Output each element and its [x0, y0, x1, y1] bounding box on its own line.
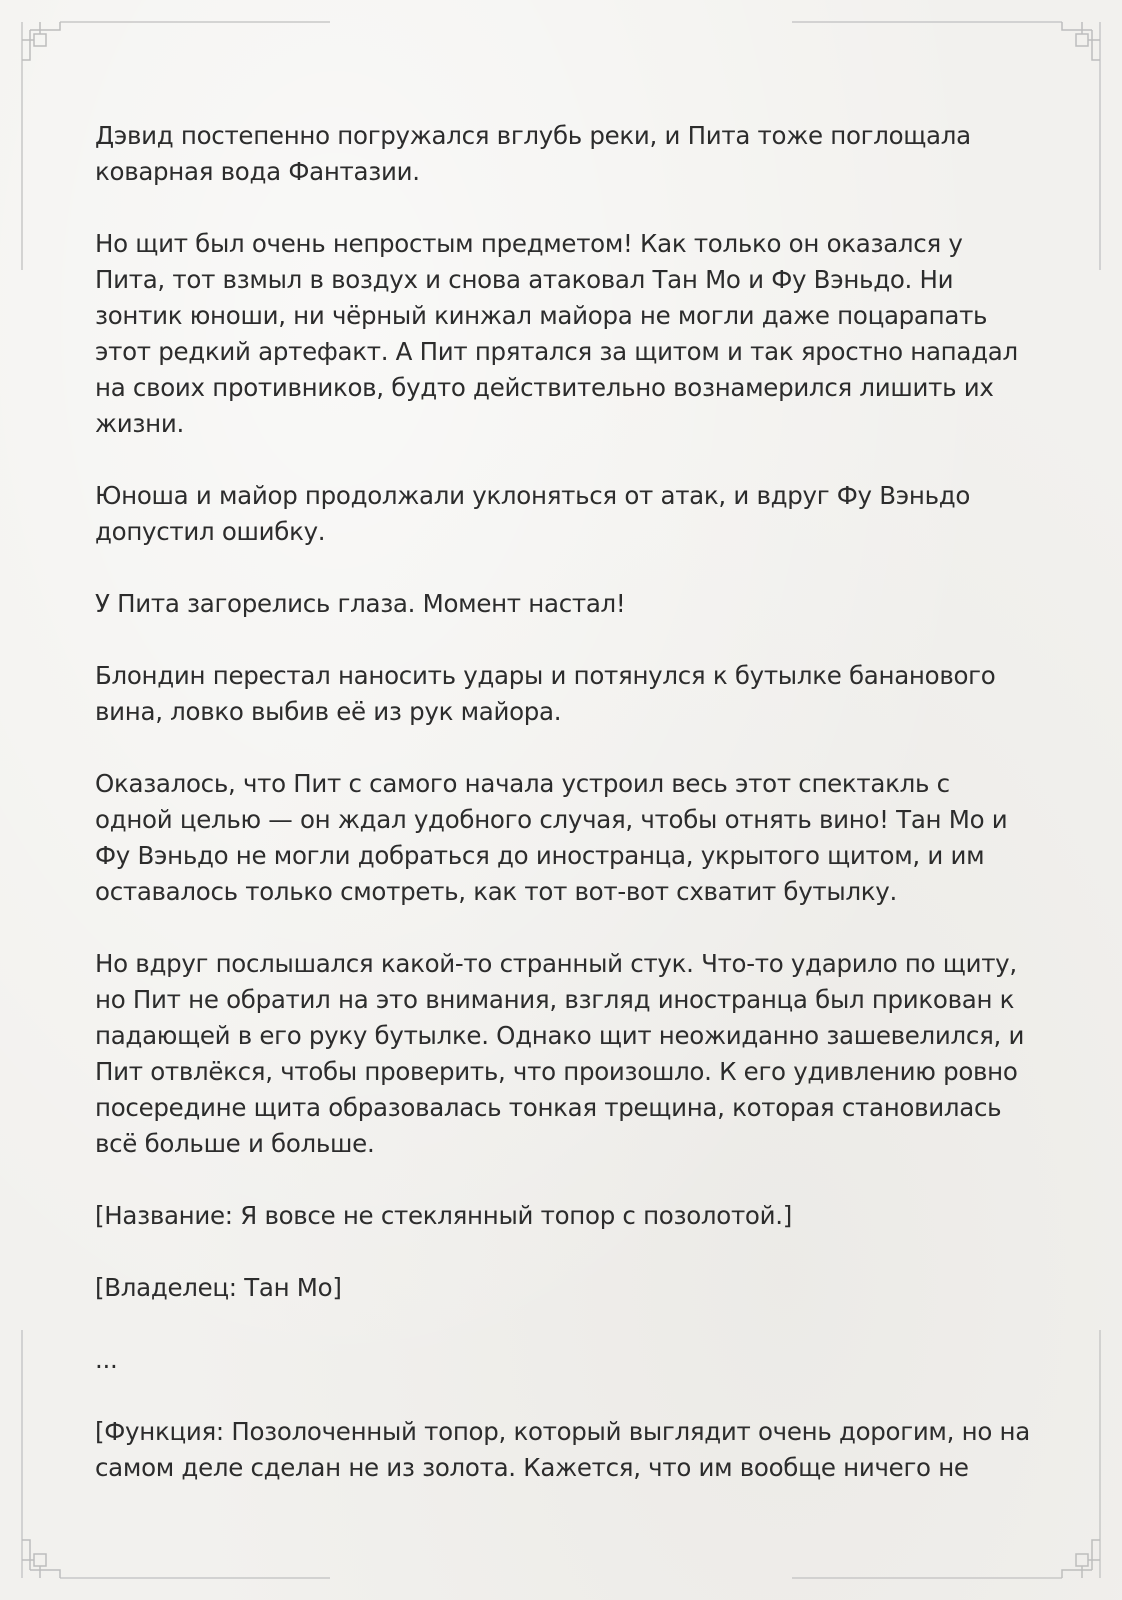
item-title-line: [Название: Я вовсе не стеклянный топор с позолотой.] — [95, 1201, 792, 1230]
item-function-line: [Функция: Позолоченный топор, который выглядит очень дорогим, но на самом деле сделан не из золота. Кажется, что им вообще ничего не — [95, 1417, 1030, 1482]
paragraph: Дэвид постепенно погружался вглубь реки, и Пита тоже поглощала коварная вода Фантазии. — [95, 121, 971, 186]
paragraph: Оказалось, что Пит с самого начала устроил весь этот спектакль с одной целью — он ждал удобного случая, чтобы отнять вино! Тан Мо и Фу Вэньдо не могли добраться до иностранца, укрытого щитом, и им оставалось только смотреть, как тот вот-вот схватит бутылку. — [95, 769, 1008, 906]
paragraph: Но щит был очень непростым предметом! Как только он оказался у Пита, тот взмыл в воздух и снова атаковал Тан Мо и Фу Вэньдо. Ни зонтик юноши, ни чёрный кинжал майора не могли даже поцарапать этот редкий артефакт. А Пит прятался за щитом и так яростно нападал на своих противников, будто действительно вознамерился лишить их жизни. — [95, 229, 1018, 438]
ellipsis-line: ... — [95, 1345, 118, 1374]
paragraph: Но вдруг послышался какой-то странный стук. Что-то ударило по щиту, но Пит не обратил на это внимания, взгляд иностранца был прикован к падающей в его руку бутылке. Однако щит неожиданно зашевелился, и Пит отвлёкся, чтобы проверить, что произошло. К его удивлению ровно посередине щита образовалась тонкая трещина, которая становилась всё больше и больше. — [95, 949, 1025, 1158]
paragraph: У Пита загорелись глаза. Момент настал! — [95, 589, 626, 618]
paragraph: Блондин перестал наносить удары и потянулся к бутылке бананового вина, ловко выбив её из рук майора. — [95, 661, 996, 726]
item-owner-line: [Владелец: Тан Мо] — [95, 1273, 342, 1302]
paragraph: Юноша и майор продолжали уклоняться от атак, и вдруг Фу Вэньдо допустил ошибку. — [95, 481, 971, 546]
document-body — [95, 118, 1030, 1522]
